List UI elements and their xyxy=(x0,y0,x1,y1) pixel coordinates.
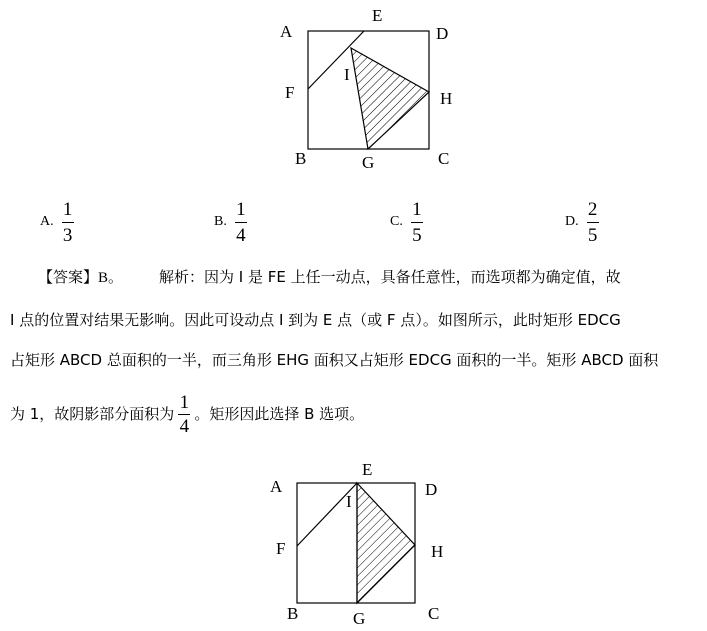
label-e: E xyxy=(372,6,383,25)
choice-b-fraction xyxy=(235,199,247,246)
label-f-2: F xyxy=(276,539,286,558)
answer-fraction-denominator: 4 xyxy=(179,415,190,437)
label-b-2: B xyxy=(287,604,299,623)
answer-line-4-after: 。矩形因此选择 B 选项。 xyxy=(194,405,365,423)
choice-c-fraction xyxy=(411,199,423,246)
choice-b-denominator: 4 xyxy=(236,224,246,246)
choice-d-fraction xyxy=(587,199,599,246)
answer-line-3: 占矩形 ABCD 总面积的一半，而三角形 EHG 面积又占矩形 EDCG 面积的一半。矩形 ABCD 面积 xyxy=(10,351,659,369)
answer-line-4-before: 为 1，故阴影部分面积为 xyxy=(10,405,175,423)
choice-c-denominator: 5 xyxy=(412,224,422,246)
label-i-2: I xyxy=(346,492,352,511)
label-g-2: G xyxy=(353,609,366,628)
label-d: D xyxy=(436,24,449,43)
choice-a[interactable] xyxy=(40,196,74,248)
label-i: I xyxy=(344,65,350,84)
choice-c-letter: C. xyxy=(390,214,403,229)
choice-d-numerator: 2 xyxy=(587,198,598,220)
choice-b-letter: B. xyxy=(214,214,227,229)
label-f: F xyxy=(285,83,295,102)
label-h: H xyxy=(440,89,453,108)
label-d-2: D xyxy=(425,480,438,499)
choice-a-letter: A. xyxy=(40,214,54,229)
choice-a-fraction xyxy=(62,199,74,246)
label-c: C xyxy=(438,149,450,168)
shaded-triangle-ihg xyxy=(351,48,429,149)
answer-prefix: 【答案】 xyxy=(38,268,99,286)
choice-b[interactable] xyxy=(214,196,247,248)
label-c-2: C xyxy=(428,604,440,623)
label-h-2: H xyxy=(431,542,444,561)
figure-2 xyxy=(270,460,443,628)
choice-b-numerator: 1 xyxy=(236,198,246,220)
choice-d[interactable] xyxy=(565,196,599,248)
choice-d-letter: D. xyxy=(565,214,579,229)
answer-fraction-numerator: 1 xyxy=(179,391,190,413)
choice-d-denominator: 5 xyxy=(587,224,598,246)
choice-c-numerator: 1 xyxy=(412,198,422,220)
label-b: B xyxy=(295,149,307,168)
answer-explanation-start: 解析：因为 I 是 FE 上任一动点，具备任意性，而选项都为确定值，故 xyxy=(159,268,621,286)
label-g: G xyxy=(362,153,375,172)
answer-line-2: I 点的位置对结果无影响。因此可设动点 I 到为 E 点（或 F 点）。如图所示，此时矩形 EDCG xyxy=(10,311,621,329)
label-e-2: E xyxy=(362,460,373,479)
answer-line-4 xyxy=(10,392,700,436)
answer-line-1 xyxy=(38,267,707,288)
choice-c[interactable] xyxy=(390,196,423,248)
shaded-triangle-ehg xyxy=(357,483,415,603)
choice-a-denominator: 3 xyxy=(62,224,73,246)
label-a-2: A xyxy=(270,477,283,496)
choice-a-numerator: 1 xyxy=(62,198,73,220)
label-a: A xyxy=(280,22,293,41)
answer-choice: B。 xyxy=(98,270,124,286)
answer-fraction xyxy=(178,393,190,436)
